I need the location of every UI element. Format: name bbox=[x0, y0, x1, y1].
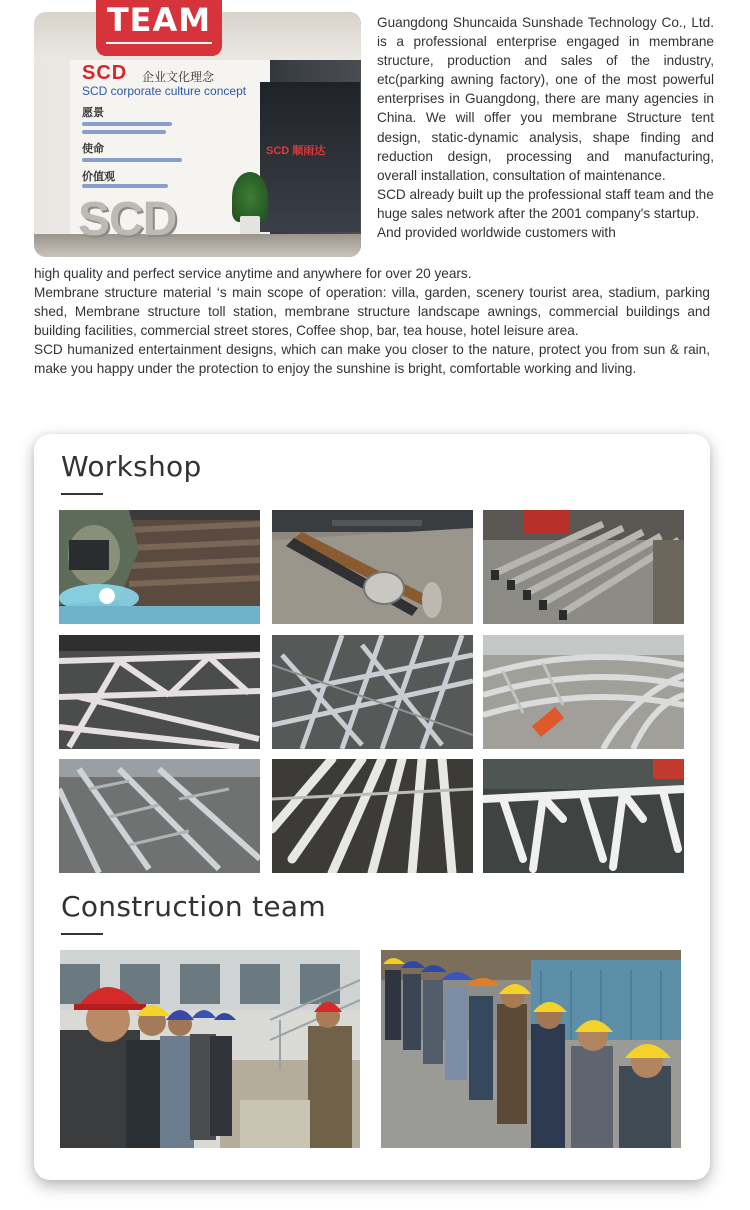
potted-plant bbox=[232, 172, 268, 222]
curved-frame-photo bbox=[483, 635, 684, 749]
workshop-title: Workshop bbox=[61, 450, 202, 483]
mission-text bbox=[82, 158, 182, 162]
team-badge-label: TEAM bbox=[106, 1, 212, 39]
steel-tube-photo bbox=[272, 510, 473, 624]
white-pipes-photo bbox=[272, 759, 473, 873]
team-lineup-photo bbox=[381, 950, 681, 1148]
gallery-card bbox=[34, 434, 710, 1180]
workshop-title-rule bbox=[61, 493, 103, 495]
scd-sculpture-letters: SCD bbox=[78, 193, 177, 246]
values-heading: 价值观 bbox=[82, 171, 115, 183]
vision-text-2 bbox=[82, 130, 166, 134]
team-badge-rule bbox=[106, 42, 212, 44]
truss-yard-photo bbox=[59, 759, 260, 873]
galvanized-truss-photo bbox=[272, 635, 473, 749]
vision-heading: 愿景 bbox=[82, 107, 104, 119]
values-text bbox=[82, 184, 168, 188]
mission-heading: 使命 bbox=[82, 143, 104, 155]
white-branch-frame-photo bbox=[483, 759, 684, 873]
intro-paragraph-2-end: high quality and perfect service anytime and anywhere for over 20 years. bbox=[34, 266, 472, 281]
intro-paragraph-1: Guangdong Shuncaida Sunshade Technology Co., Ltd. is a professional enterprise engaged in membrane structure, production and sales of the industry, etc(parking awning factory), one of the most powerful enterprises in Guangdong, there are many agencies in China. We will offer you membrane Structure tent design, static-dynamic analysis, shape finding and reduction design, processing and manufacturing, overall installation, consultation of maintenance. bbox=[377, 15, 714, 183]
door-logo-text: SCD 顺雨达 bbox=[266, 145, 326, 157]
vision-text bbox=[82, 122, 172, 126]
steel-frames-photo bbox=[483, 510, 684, 624]
construction-title-rule bbox=[61, 933, 103, 935]
intro-full-width bbox=[34, 264, 710, 379]
team-briefing-photo bbox=[60, 950, 360, 1148]
intro-paragraph-3: Membrane structure material ‘s main scope of operation: villa, garden, scenery tourist area, stadium, parking shed, Membrane structure toll station, membrane structure landscape awnings, commercial buildings and building facilities, commercial street stores, Coffee shop, bar, tea house, hotel leisure area. bbox=[34, 285, 710, 339]
welding-photo bbox=[59, 510, 260, 624]
culture-cn-title: 企业文化理念 bbox=[142, 70, 215, 84]
team-badge bbox=[96, 0, 222, 56]
construction-team-title: Construction team bbox=[61, 890, 326, 923]
white-truss-photo bbox=[59, 635, 260, 749]
scd-logo-text: SCD bbox=[82, 62, 128, 84]
culture-concept-line: SCD corporate culture concept bbox=[82, 84, 247, 98]
intro-paragraph-4: SCD humanized entertainment designs, which can make you closer to the nature, protect you from sun & rain, make you happy under the protection to enjoy the sunshine is bright, comfortable working and living. bbox=[34, 342, 710, 377]
intro-right-column bbox=[377, 13, 714, 242]
intro-paragraph-2-start: SCD already built up the professional staff team and the huge sales network after the 2001 company's startup. And provided worldwide customers with bbox=[377, 186, 714, 241]
